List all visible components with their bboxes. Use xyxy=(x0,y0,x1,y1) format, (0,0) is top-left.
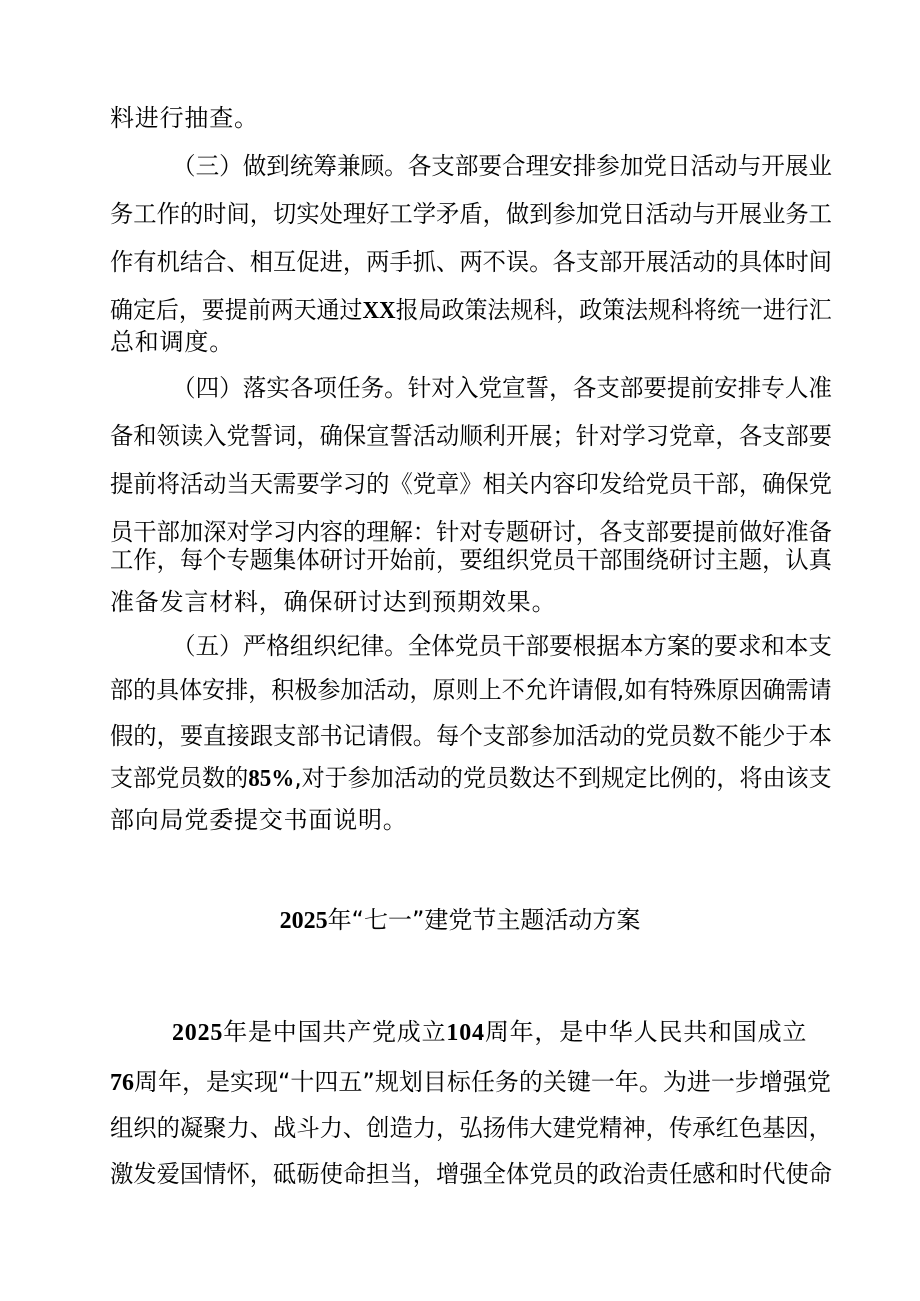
numeral-run: 104 xyxy=(446,1020,485,1046)
intro-line: 76周年，是实现“十四五”规划目标任务的关键一年。为进一步增强党 xyxy=(110,1068,831,1096)
text-line: 部的具体安排，积极参加活动，原则上不允许请假,如有特殊原因确需请 xyxy=(110,676,832,704)
numeral-run: 76 xyxy=(110,1070,134,1096)
text-line: 总和调度。 xyxy=(110,328,234,356)
numeral-run: XX xyxy=(362,298,396,324)
intro-line: 组织的凝聚力、战斗力、创造力，弘扬伟大建党精神，传承红色基因， xyxy=(110,1114,832,1142)
intro-line: 2025年是中国共产党成立104周年，是中华人民共和国成立 xyxy=(172,1018,808,1046)
text-line: 部向局党委提交书面说明。 xyxy=(110,806,408,834)
text-line: 员干部加深对学习内容的理解：针对专题研讨，各支部要提前做好准备 xyxy=(110,518,832,546)
text-line: 工作，每个专题集体研讨开始前，要组织党员干部围绕研讨主题，认真 xyxy=(110,546,832,574)
page-title: 2025年“七一”建党节主题活动方案 xyxy=(279,906,641,934)
text-line: 务工作的时间，切实处理好工学矛盾，做到参加党日活动与开展业务工 xyxy=(110,200,832,228)
intro-line: 激发爱国情怀，砥砺使命担当，增强全体党员的政治责任感和时代使命 xyxy=(110,1160,832,1188)
numeral-run: 2025 xyxy=(172,1020,224,1046)
text-line: 确定后，要提前两天通过XX报局政策法规科，政策法规科将统一进行汇 xyxy=(110,296,832,324)
text-line: 备和领读入党誓词，确保宣誓活动顺利开展；针对学习党章，各支部要 xyxy=(110,422,832,450)
text-line: 支部党员数的85%,对于参加活动的党员数达不到规定比例的，将由该支 xyxy=(110,764,832,792)
section-five-heading-line: （五）严格组织纪律。全体党员干部要根据本方案的要求和本支 xyxy=(172,632,832,660)
text-line: 提前将活动当天需要学习的《党章》相关内容印发给党员干部，确保党 xyxy=(110,470,832,498)
text-line: 准备发言材料，确保研讨达到预期效果。 xyxy=(110,588,557,616)
section-three-heading-line: （三）做到统筹兼顾。各支部要合理安排参加党日活动与开展业 xyxy=(172,152,832,180)
text-line: 作有机结合、相互促进，两手抓、两不误。各支部开展活动的具体时间 xyxy=(110,248,832,276)
section-four-heading-line: （四）落实各项任务。针对入党宣誓，各支部要提前安排专人准 xyxy=(172,374,832,402)
text-line: 假的，要直接跟支部书记请假。每个支部参加活动的党员数不能少于本 xyxy=(110,722,832,750)
text-line: 料进行抽查。 xyxy=(110,104,259,132)
numeral-run: 2025 xyxy=(279,908,328,934)
numeral-run: 85% xyxy=(248,766,295,792)
